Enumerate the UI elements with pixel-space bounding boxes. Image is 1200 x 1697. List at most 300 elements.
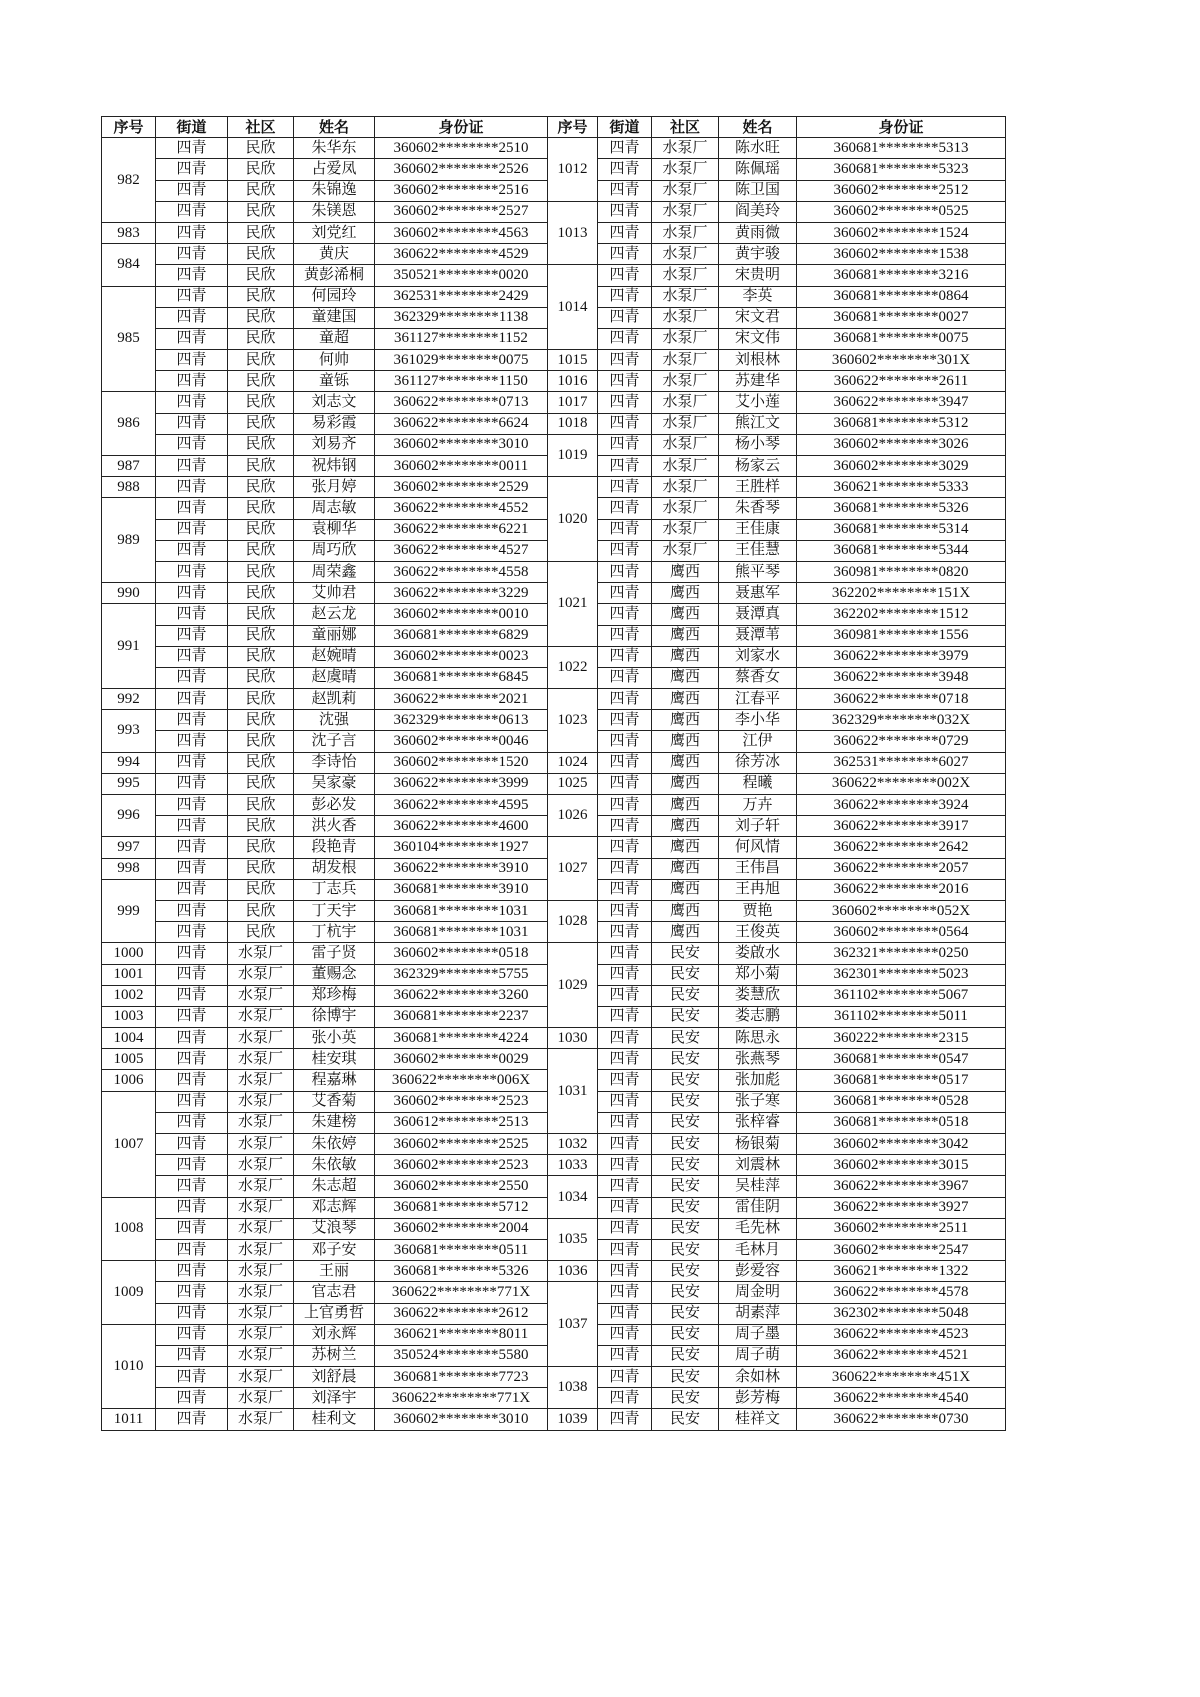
left-street-cell: 四青 [156, 816, 228, 837]
right-id-number-cell: 360681********0864 [797, 286, 1006, 307]
right-id-number-cell: 360602********1524 [797, 222, 1006, 243]
left-street-cell: 四青 [156, 879, 228, 900]
right-serial-number-cell: 1012 [548, 138, 598, 202]
left-community-cell: 民欣 [228, 879, 294, 900]
table-row [102, 1282, 1006, 1303]
right-id-number-cell: 360622********0730 [797, 1409, 1006, 1430]
left-id-number-cell: 360602********0011 [375, 456, 548, 477]
left-street-cell: 四青 [156, 964, 228, 985]
right-serial-number-cell: 1032 [548, 1134, 598, 1155]
left-serial-number-cell: 1010 [102, 1324, 156, 1409]
left-id-number-cell: 360681********6845 [375, 667, 548, 688]
right-id-number-cell: 360602********3015 [797, 1155, 1006, 1176]
right-community-cell: 鹰西 [652, 646, 719, 667]
right-id-number-cell: 360602********3042 [797, 1134, 1006, 1155]
right-name-cell: 杨小琴 [719, 434, 797, 455]
right-street-cell: 四青 [598, 477, 652, 498]
left-id-number-cell: 362531********2429 [375, 286, 548, 307]
left-street-cell: 四青 [156, 731, 228, 752]
left-id-number-cell: 360621********8011 [375, 1324, 548, 1345]
table-row [102, 1176, 1006, 1197]
left-community-cell: 民欣 [228, 752, 294, 773]
left-community-cell: 民欣 [228, 540, 294, 561]
left-name-cell: 吴家豪 [294, 773, 375, 794]
left-community-cell: 民欣 [228, 731, 294, 752]
left-street-cell: 四青 [156, 900, 228, 921]
right-name-cell: 艾小莲 [719, 392, 797, 413]
right-street-cell: 四青 [598, 837, 652, 858]
left-community-cell: 水泵厂 [228, 1006, 294, 1027]
left-name-cell: 朱志超 [294, 1176, 375, 1197]
left-serial-number-cell: 998 [102, 858, 156, 879]
right-name-cell: 李英 [719, 286, 797, 307]
right-street-cell: 四青 [598, 307, 652, 328]
left-name-cell: 丁志兵 [294, 879, 375, 900]
right-community-cell: 民安 [652, 1134, 719, 1155]
left-name-cell: 胡发根 [294, 858, 375, 879]
left-name-cell: 何园玲 [294, 286, 375, 307]
right-id-number-cell: 362202********1512 [797, 604, 1006, 625]
right-id-number-cell: 360681********0528 [797, 1091, 1006, 1112]
right-community-cell: 民安 [652, 1176, 719, 1197]
left-name-cell: 丁杭宇 [294, 922, 375, 943]
table-row [102, 795, 1006, 816]
left-id-number-cell: 361029********0075 [375, 350, 548, 371]
left-serial-number-cell: 999 [102, 879, 156, 943]
right-id-number-cell: 360681********5323 [797, 159, 1006, 180]
left-serial-number-cell: 991 [102, 604, 156, 689]
right-serial-number-cell: 1025 [548, 773, 598, 794]
right-community-cell: 鹰西 [652, 710, 719, 731]
left-street-cell: 四青 [156, 456, 228, 477]
left-community-cell: 民欣 [228, 350, 294, 371]
left-name-cell: 占爱凤 [294, 159, 375, 180]
left-name-cell: 沈子言 [294, 731, 375, 752]
left-name-cell: 刘永辉 [294, 1324, 375, 1345]
left-serial-number-cell: 989 [102, 498, 156, 583]
left-id-number-cell: 360681********3910 [375, 879, 548, 900]
right-street-cell: 四青 [598, 583, 652, 604]
right-name-cell: 吴桂萍 [719, 1176, 797, 1197]
right-id-number-cell: 360681********5312 [797, 413, 1006, 434]
left-name-cell: 沈强 [294, 710, 375, 731]
right-id-number-cell: 360622********3979 [797, 646, 1006, 667]
left-name-cell: 邓志辉 [294, 1197, 375, 1218]
left-name-cell: 刘志文 [294, 392, 375, 413]
left-id-number-cell: 362329********5755 [375, 964, 548, 985]
left-community-cell: 水泵厂 [228, 1388, 294, 1409]
left-street-cell: 四青 [156, 159, 228, 180]
left-id-number-cell: 360622********771X [375, 1388, 548, 1409]
right-id-number-cell: 360602********0525 [797, 201, 1006, 222]
left-serial-number-cell: 1005 [102, 1049, 156, 1070]
right-name-cell: 王冉旭 [719, 879, 797, 900]
right-street-cell: 四青 [598, 773, 652, 794]
right-street-cell: 四青 [598, 1303, 652, 1324]
table-row [102, 561, 1006, 582]
right-serial-number-cell: 1017 [548, 392, 598, 413]
left-id-number-cell: 360681********2237 [375, 1006, 548, 1027]
right-serial-number-cell: 1028 [548, 900, 598, 942]
left-community-cell: 水泵厂 [228, 1261, 294, 1282]
table-row [102, 392, 1006, 413]
column-header-community: 社区 [652, 117, 719, 138]
left-name-cell: 王丽 [294, 1261, 375, 1282]
right-street-cell: 四青 [598, 625, 652, 646]
column-header-street: 街道 [156, 117, 228, 138]
right-name-cell: 江春平 [719, 689, 797, 710]
left-community-cell: 民欣 [228, 371, 294, 392]
left-id-number-cell: 360602********2523 [375, 1155, 548, 1176]
right-community-cell: 鹰西 [652, 858, 719, 879]
left-id-number-cell: 361127********1152 [375, 328, 548, 349]
right-street-cell: 四青 [598, 1049, 652, 1070]
right-serial-number-cell: 1016 [548, 371, 598, 392]
left-community-cell: 民欣 [228, 710, 294, 731]
right-community-cell: 民安 [652, 1282, 719, 1303]
left-street-cell: 四青 [156, 1134, 228, 1155]
left-name-cell: 张小英 [294, 1028, 375, 1049]
right-street-cell: 四青 [598, 222, 652, 243]
left-id-number-cell: 360602********3010 [375, 434, 548, 455]
left-street-cell: 四青 [156, 392, 228, 413]
right-serial-number-cell: 1027 [548, 837, 598, 901]
left-name-cell: 黄庆 [294, 244, 375, 265]
left-community-cell: 水泵厂 [228, 943, 294, 964]
right-community-cell: 鹰西 [652, 752, 719, 773]
left-street-cell: 四青 [156, 1218, 228, 1239]
left-community-cell: 民欣 [228, 519, 294, 540]
left-name-cell: 苏树兰 [294, 1345, 375, 1366]
right-street-cell: 四青 [598, 350, 652, 371]
table-body [102, 138, 1006, 1430]
left-community-cell: 民欣 [228, 434, 294, 455]
right-street-cell: 四青 [598, 1239, 652, 1260]
right-street-cell: 四青 [598, 519, 652, 540]
table-row [102, 1367, 1006, 1388]
left-serial-number-cell: 988 [102, 477, 156, 498]
left-street-cell: 四青 [156, 667, 228, 688]
right-id-number-cell: 360681********0027 [797, 307, 1006, 328]
left-id-number-cell: 361127********1150 [375, 371, 548, 392]
right-street-cell: 四青 [598, 1409, 652, 1430]
left-id-number-cell: 360602********2510 [375, 138, 548, 159]
left-community-cell: 民欣 [228, 328, 294, 349]
table-row [102, 1028, 1006, 1049]
left-serial-number-cell: 1009 [102, 1261, 156, 1325]
right-street-cell: 四青 [598, 1345, 652, 1366]
right-community-cell: 鹰西 [652, 816, 719, 837]
left-id-number-cell: 360602********1520 [375, 752, 548, 773]
right-name-cell: 周子墨 [719, 1324, 797, 1345]
right-community-cell: 水泵厂 [652, 413, 719, 434]
left-street-cell: 四青 [156, 350, 228, 371]
table-row [102, 434, 1006, 455]
left-community-cell: 民欣 [228, 773, 294, 794]
left-id-number-cell: 360602********0046 [375, 731, 548, 752]
left-street-cell: 四青 [156, 625, 228, 646]
right-id-number-cell: 361102********5011 [797, 1006, 1006, 1027]
left-id-number-cell: 360612********2513 [375, 1112, 548, 1133]
left-name-cell: 桂安琪 [294, 1049, 375, 1070]
right-id-number-cell: 360621********5333 [797, 477, 1006, 498]
left-community-cell: 水泵厂 [228, 1070, 294, 1091]
left-name-cell: 童铄 [294, 371, 375, 392]
right-name-cell: 张子寒 [719, 1091, 797, 1112]
right-id-number-cell: 360622********4540 [797, 1388, 1006, 1409]
left-street-cell: 四青 [156, 795, 228, 816]
left-id-number-cell: 360602********2526 [375, 159, 548, 180]
right-street-cell: 四青 [598, 1091, 652, 1112]
right-id-number-cell: 360622********4521 [797, 1345, 1006, 1366]
left-name-cell: 洪火香 [294, 816, 375, 837]
right-id-number-cell: 362321********0250 [797, 943, 1006, 964]
left-community-cell: 民欣 [228, 159, 294, 180]
right-serial-number-cell: 1014 [548, 265, 598, 350]
right-community-cell: 鹰西 [652, 731, 719, 752]
right-name-cell: 刘根林 [719, 350, 797, 371]
right-name-cell: 熊平琴 [719, 561, 797, 582]
left-street-cell: 四青 [156, 1091, 228, 1112]
right-name-cell: 聂惠军 [719, 583, 797, 604]
left-street-cell: 四青 [156, 498, 228, 519]
left-street-cell: 四青 [156, 477, 228, 498]
left-street-cell: 四青 [156, 773, 228, 794]
right-community-cell: 水泵厂 [652, 307, 719, 328]
right-id-number-cell: 360622********3967 [797, 1176, 1006, 1197]
left-community-cell: 民欣 [228, 922, 294, 943]
right-id-number-cell: 360622********3948 [797, 667, 1006, 688]
left-community-cell: 水泵厂 [228, 1049, 294, 1070]
left-name-cell: 丁天宇 [294, 900, 375, 921]
left-id-number-cell: 360602********2525 [375, 1134, 548, 1155]
left-community-cell: 民欣 [228, 138, 294, 159]
right-community-cell: 鹰西 [652, 837, 719, 858]
right-community-cell: 鹰西 [652, 625, 719, 646]
left-street-cell: 四青 [156, 286, 228, 307]
left-street-cell: 四青 [156, 434, 228, 455]
left-id-number-cell: 360681********1031 [375, 900, 548, 921]
right-id-number-cell: 360602********052X [797, 900, 1006, 921]
right-id-number-cell: 360681********5314 [797, 519, 1006, 540]
right-id-number-cell: 360622********002X [797, 773, 1006, 794]
right-community-cell: 民安 [652, 1028, 719, 1049]
left-serial-number-cell: 983 [102, 222, 156, 243]
left-serial-number-cell: 996 [102, 795, 156, 837]
right-id-number-cell: 360681********0517 [797, 1070, 1006, 1091]
right-name-cell: 王佳慧 [719, 540, 797, 561]
right-id-number-cell: 360622********4523 [797, 1324, 1006, 1345]
right-street-cell: 四青 [598, 413, 652, 434]
left-community-cell: 民欣 [228, 222, 294, 243]
right-name-cell: 彭爱容 [719, 1261, 797, 1282]
right-community-cell: 民安 [652, 1261, 719, 1282]
left-community-cell: 水泵厂 [228, 1324, 294, 1345]
right-street-cell: 四青 [598, 646, 652, 667]
right-serial-number-cell: 1034 [548, 1176, 598, 1218]
table-row [102, 1261, 1006, 1282]
left-id-number-cell: 360602********2523 [375, 1091, 548, 1112]
left-community-cell: 民欣 [228, 795, 294, 816]
left-community-cell: 水泵厂 [228, 964, 294, 985]
left-name-cell: 童超 [294, 328, 375, 349]
right-community-cell: 水泵厂 [652, 286, 719, 307]
table-row [102, 900, 1006, 921]
right-id-number-cell: 360602********3029 [797, 456, 1006, 477]
left-community-cell: 民欣 [228, 498, 294, 519]
right-id-number-cell: 360622********451X [797, 1367, 1006, 1388]
left-community-cell: 水泵厂 [228, 1134, 294, 1155]
left-id-number-cell: 360681********5712 [375, 1197, 548, 1218]
left-serial-number-cell: 1003 [102, 1006, 156, 1027]
right-street-cell: 四青 [598, 1070, 652, 1091]
right-id-number-cell: 360622********4578 [797, 1282, 1006, 1303]
left-community-cell: 水泵厂 [228, 1218, 294, 1239]
left-community-cell: 民欣 [228, 456, 294, 477]
left-community-cell: 民欣 [228, 858, 294, 879]
right-name-cell: 阎美玲 [719, 201, 797, 222]
left-community-cell: 水泵厂 [228, 1091, 294, 1112]
left-street-cell: 四青 [156, 1388, 228, 1409]
left-serial-number-cell: 987 [102, 456, 156, 477]
left-id-number-cell: 360602********3010 [375, 1409, 548, 1430]
right-name-cell: 宋贵明 [719, 265, 797, 286]
left-community-cell: 水泵厂 [228, 1409, 294, 1430]
left-name-cell: 上官勇哲 [294, 1303, 375, 1324]
left-street-cell: 四青 [156, 646, 228, 667]
right-id-number-cell: 360622********0718 [797, 689, 1006, 710]
left-serial-number-cell: 1004 [102, 1028, 156, 1049]
right-name-cell: 苏建华 [719, 371, 797, 392]
right-serial-number-cell: 1039 [548, 1409, 598, 1430]
right-serial-number-cell: 1029 [548, 943, 598, 1028]
left-name-cell: 刘泽宇 [294, 1388, 375, 1409]
left-id-number-cell: 360622********4552 [375, 498, 548, 519]
left-community-cell: 水泵厂 [228, 1282, 294, 1303]
right-serial-number-cell: 1035 [548, 1218, 598, 1260]
right-name-cell: 朱香琴 [719, 498, 797, 519]
right-community-cell: 水泵厂 [652, 222, 719, 243]
right-id-number-cell: 362302********5048 [797, 1303, 1006, 1324]
left-name-cell: 易彩霞 [294, 413, 375, 434]
right-street-cell: 四青 [598, 1028, 652, 1049]
right-name-cell: 徐芳冰 [719, 752, 797, 773]
left-serial-number-cell: 990 [102, 583, 156, 604]
left-street-cell: 四青 [156, 180, 228, 201]
right-community-cell: 鹰西 [652, 900, 719, 921]
right-street-cell: 四青 [598, 1197, 652, 1218]
right-street-cell: 四青 [598, 434, 652, 455]
left-community-cell: 民欣 [228, 816, 294, 837]
left-id-number-cell: 350524********5580 [375, 1345, 548, 1366]
left-name-cell: 李诗怡 [294, 752, 375, 773]
left-id-number-cell: 360602********2529 [375, 477, 548, 498]
right-serial-number-cell: 1031 [548, 1049, 598, 1134]
left-id-number-cell: 360602********0023 [375, 646, 548, 667]
right-street-cell: 四青 [598, 328, 652, 349]
left-id-number-cell: 360622********3260 [375, 985, 548, 1006]
left-id-number-cell: 360622********771X [375, 1282, 548, 1303]
right-community-cell: 民安 [652, 1409, 719, 1430]
right-serial-number-cell: 1037 [548, 1282, 598, 1367]
right-community-cell: 水泵厂 [652, 519, 719, 540]
left-name-cell: 何帅 [294, 350, 375, 371]
left-name-cell: 袁柳华 [294, 519, 375, 540]
right-street-cell: 四青 [598, 1367, 652, 1388]
right-street-cell: 四青 [598, 900, 652, 921]
left-name-cell: 郑珍梅 [294, 985, 375, 1006]
left-name-cell: 刘党红 [294, 222, 375, 243]
left-street-cell: 四青 [156, 328, 228, 349]
right-name-cell: 程曦 [719, 773, 797, 794]
right-id-number-cell: 360622********3947 [797, 392, 1006, 413]
left-serial-number-cell: 982 [102, 138, 156, 223]
table-row [102, 773, 1006, 794]
right-community-cell: 民安 [652, 964, 719, 985]
right-street-cell: 四青 [598, 392, 652, 413]
left-street-cell: 四青 [156, 1282, 228, 1303]
right-serial-number-cell: 1030 [548, 1028, 598, 1049]
right-street-cell: 四青 [598, 689, 652, 710]
left-street-cell: 四青 [156, 1155, 228, 1176]
table-row [102, 646, 1006, 667]
right-name-cell: 陈佩瑶 [719, 159, 797, 180]
left-community-cell: 民欣 [228, 667, 294, 688]
left-name-cell: 朱锦逸 [294, 180, 375, 201]
left-community-cell: 民欣 [228, 265, 294, 286]
right-street-cell: 四青 [598, 1261, 652, 1282]
right-community-cell: 民安 [652, 1345, 719, 1366]
right-name-cell: 毛先林 [719, 1218, 797, 1239]
right-community-cell: 水泵厂 [652, 244, 719, 265]
left-id-number-cell: 362329********1138 [375, 307, 548, 328]
left-id-number-cell: 360602********2550 [375, 1176, 548, 1197]
right-community-cell: 水泵厂 [652, 138, 719, 159]
right-name-cell: 蔡香女 [719, 667, 797, 688]
right-name-cell: 杨家云 [719, 456, 797, 477]
left-name-cell: 朱依婷 [294, 1134, 375, 1155]
left-community-cell: 水泵厂 [228, 1239, 294, 1260]
right-name-cell: 聂潭苇 [719, 625, 797, 646]
right-id-number-cell: 360681********3216 [797, 265, 1006, 286]
right-street-cell: 四青 [598, 561, 652, 582]
right-name-cell: 陈卫国 [719, 180, 797, 201]
left-street-cell: 四青 [156, 689, 228, 710]
right-id-number-cell: 360622********2057 [797, 858, 1006, 879]
table-row [102, 413, 1006, 434]
left-community-cell: 民欣 [228, 604, 294, 625]
right-street-cell: 四青 [598, 159, 652, 180]
left-id-number-cell: 360622********4600 [375, 816, 548, 837]
right-id-number-cell: 360622********0729 [797, 731, 1006, 752]
right-name-cell: 娄啟水 [719, 943, 797, 964]
table-row [102, 837, 1006, 858]
column-header-community: 社区 [228, 117, 294, 138]
right-community-cell: 民安 [652, 1324, 719, 1345]
left-street-cell: 四青 [156, 371, 228, 392]
left-street-cell: 四青 [156, 710, 228, 731]
left-name-cell: 彭必发 [294, 795, 375, 816]
left-community-cell: 民欣 [228, 689, 294, 710]
right-name-cell: 杨银菊 [719, 1134, 797, 1155]
right-name-cell: 黄宇骏 [719, 244, 797, 265]
right-street-cell: 四青 [598, 922, 652, 943]
right-name-cell: 周金明 [719, 1282, 797, 1303]
left-serial-number-cell: 997 [102, 837, 156, 858]
right-community-cell: 民安 [652, 985, 719, 1006]
right-id-number-cell: 360981********1556 [797, 625, 1006, 646]
right-street-cell: 四青 [598, 371, 652, 392]
